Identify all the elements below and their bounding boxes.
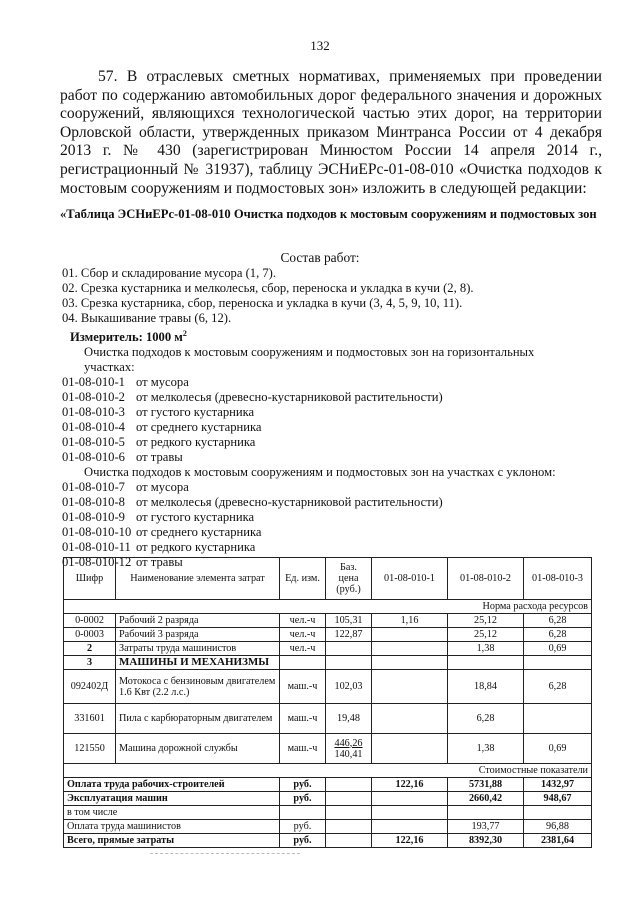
norm-line: 01-08-010-3 от густого кустарника [62,405,255,420]
group-1-title: Очистка подходов к мостовым сооружениям и подмостовых зон на горизонтальных [84,345,535,360]
header-cell: Баз. цена (руб.) [326,558,372,600]
norm-line: 01-08-010-12 от травы [62,555,183,570]
norm-line: 01-08-010-7 от мусора [62,480,189,495]
work-item: 01. Сбор и складирование мусора (1, 7). [62,266,277,280]
table-row: 331601 Пила с карбюраторным двигателем маш.-ч 19,48 6,28 [64,704,592,734]
section-label: Стоимостные показатели [64,764,592,778]
group-1-title-cont: участках: [84,360,135,375]
table-header-row [64,558,592,600]
work-item: 02. Срезка кустарника и мелколесья, сбор, переноска и укладка в кучи (2, 8). [62,281,474,295]
measure-unit: Измеритель: 1000 $м^2$ [70,329,187,345]
table-row: 121550 Машина дорожной службы маш.-ч 446,26 140,41 1,38 0,69 [64,734,592,764]
table-row: 092402Д Мотокоса с бензиновым двигателем 1.6 Квт (2.2 л.с.) маш.-ч 102,03 18,84 6,28 [64,670,592,704]
work-item: 04. Выкашивание травы (6, 12). [62,311,232,325]
section-row [64,764,592,778]
table-row: 3 МАШИНЫ И МЕХАНИЗМЫ [64,656,592,670]
header-cell: 01-08-010-2 [448,558,524,600]
norm-line: 01-08-010-11 от редкого кустарника [62,540,256,555]
norm-line: 01-08-010-4 от среднего кустарника [62,420,262,435]
table-row: 0-0003 Рабочий 3 разряда чел.-ч 122,87 25,12 6,28 [64,628,592,642]
summary-row: Оплата труда рабочих-строителей руб. 122,16 5731,88 1432,97 [64,778,592,792]
summary-row: Всего, прямые затраты руб. 122,16 8392,30 2381,64 [64,834,592,848]
norm-line: 01-08-010-5 от редкого кустарника [62,435,256,450]
norm-line: 01-08-010-9 от густого кустарника [62,510,255,525]
header-cell: Ед. изм. [280,558,326,600]
summary-row: Эксплуатация машин руб. 2660,42 948,67 [64,792,592,806]
norm-line: 01-08-010-6 от травы [62,450,183,465]
table-title: «Таблица ЭСНиЕРс-01-08-010 Очистка подходов к мостовым сооружениям и подмостовых зон [60,207,597,221]
header-cell: 01-08-010-1 [372,558,448,600]
norm-line: 01-08-010-10 от среднего кустарника [62,525,262,540]
header-cell: Наименование элемента затрат [116,558,280,600]
work-composition-heading: Состав работ: [280,250,360,265]
cost-table [63,557,592,848]
norm-line: 01-08-010-2 от мелколесья (древесно-кустарниковой растительности) [62,390,443,405]
work-composition [62,266,612,570]
summary-row: Оплата труда машинистов руб. 193,77 96,88 [64,820,592,834]
page-rule [150,853,300,854]
work-item: 03. Срезка кустарника, сбор, переноска и укладка в кучи (3, 4, 5, 9, 10, 11). [62,296,463,310]
section-row [64,600,592,614]
page-number: 132 [310,38,330,53]
summary-row: в том числе [64,806,592,820]
norm-line: 01-08-010-1 от мусора [62,375,189,390]
header-cell: 01-08-010-3 [524,558,592,600]
header-cell: Шифр [64,558,116,600]
norm-line: 01-08-010-8 от мелколесья (древесно-кустарниковой растительности) [62,495,443,510]
section-label: Норма расхода ресурсов [64,600,592,614]
order-paragraph: 57. В отраслевых сметных нормативах, применяемых при проведении работ по содержанию автомобильных дорог федерального значения и дорожных сооружений, являющихся технологической частью этих дорог, на территории Орловской области, утвержденных приказом Минтранса России от 4 декабря 2013 г. № 430 (зарегистрирован Минюстом России 14 апреля 2014 г., регистрационный № 31937), таблицу ЭСНиЕРс-01-08-010 «Очистка подходов к мостовым сооружениям и подмостовых зон» изложить в следующей редакции: [60,68,602,197]
group-2-title: Очистка подходов к мостовым сооружениям и подмостовых зон на участках с уклоном: [84,465,556,480]
table-row: 0-0002 Рабочий 2 разряда чел.-ч 105,31 1,16 25,12 6,28 [64,614,592,628]
table-row: 2 Затраты труда машинистов чел.-ч 1,38 0,69 [64,642,592,656]
